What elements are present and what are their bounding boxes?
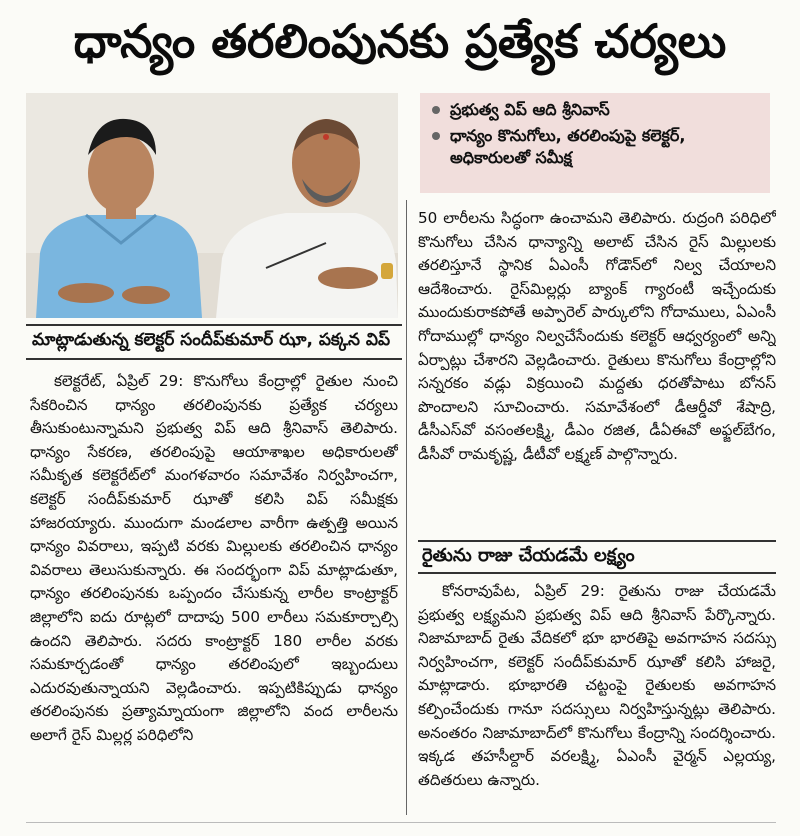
headline: ధాన్యం తరలింపునకు ప్రత్యేక చర్యలు — [73, 14, 727, 68]
sub-article-title: రైతును రాజు చేయడమే లక్ష్యం — [418, 540, 776, 574]
highlights-box — [420, 93, 770, 193]
highlight-item: ప్రభుత్వ విప్ ఆది శ్రీనివాస్ — [428, 99, 762, 121]
article-column-left — [30, 370, 398, 820]
sub-article-body — [418, 580, 776, 820]
news-photo — [26, 93, 398, 318]
sub-article-paragraph: కోనరావుపేట, ఏప్రిల్ 29: రైతును రాజు చేయడమే ప్రభుత్వ లక్ష్యమని ప్రభుత్వ విప్ ఆది శ్రీనివాస్ పేర్కొన్నారు. నిజామాబాద్ రైతు వేదికలో భూ భారతిపై అవగాహన సదస్సు నిర్వహించగా, కలెక్టర్ సందీప్‌కుమార్ ఝాతో కలిసి హాజరై, మాట్లాడారు. భూభారతి చట్టంపై రైతులకు అవగాహన కల్పించేందుకు గానూ సదస్సులు నిర్వహిస్తున్నట్లు తెలిపారు. అనంతరం నిజామాబాద్‌లో కొనుగోలు కేంద్రాన్ని సందర్శించారు. ఇక్కడ తహసీల్దార్ వరలక్ష్మి, ఏఎంసీ వైర్మన్ ఎల్లయ్య, తదితరులు ఉన్నారు. — [418, 582, 776, 789]
article-paragraph: 50 లారీలను సిద్ధంగా ఉంచామని తెలిపారు. రుద్రంగి పరిధిలో కొనుగోలు చేసిన ధాన్యాన్ని అలాట్ చేసిన రైస్ మిల్లులకు తరలిస్తూనే స్థానిక ఏఎంసీ గోడౌన్‌లో నిల్వ చేయాలని ఆదేశించారు. రైస్‌మిల్లర్లు బ్యాంక్ గ్యారంటీ ఇచ్చేందుకు ముందుకురాకపోతే అప్పారెల్ పార్కులోని గోదాములు, ఏఎంసీ గోదాముల్లో ధాన్యం నిల్వచేసేందుకు కలెక్టర్ ఆధ్వర్యంలో అన్ని ఏర్పాట్లు చేశారని వెల్లడించారు. రైతులు కొనుగోలు కేంద్రాల్లోని సన్నరకం వడ్లు విక్రయించి మద్దతు ధరతోపాటు బోనస్ పొందాలని సూచించారు. సమావేశంలో డీఆర్డీవో శేషాద్రి, డీసీఎస్‌వో వసంతలక్ష్మి, డీఎం రజిత, డీఏఈవో అఫ్జల్‌బేగం, డీసీవో రామకృష్ణ, డీటీవో లక్ష్మణ్ పాల్గొన్నారు. — [418, 209, 776, 463]
photo-illustration — [26, 93, 398, 318]
photo-caption: మాట్లాడుతున్న కలెక్టర్ సందీప్‌కుమార్ ఝా, పక్కన విప్ — [26, 324, 402, 360]
bottom-rule — [26, 822, 776, 823]
column-divider — [406, 200, 407, 815]
article-column-right — [418, 207, 776, 537]
highlight-item: ధాన్యం కొనుగోలు, తరలింపుపై కలెక్టర్, అధికారులతో సమీక్ష — [428, 125, 762, 169]
article-paragraph: కలెక్టరేట్, ఏప్రిల్ 29: కొనుగోలు కేంద్రాల్లో రైతుల నుంచి సేకరించిన ధాన్యం తరలింపునకు ప్రత్యేక చర్యలు తీసుకుంటున్నామని ప్రభుత్వ విప్ ఆది శ్రీనివాస్ తెలిపారు. ధాన్యం సేకరణ, తరలింపుపై ఆయాశాఖల అధికారులతో సమీకృత కలెక్టరేట్‌లో మంగళవారం సమావేశం నిర్వహించగా, కలెక్టర్ సందీప్‌కుమార్ ఝాతో కలిసి విప్ సమీక్షకు హాజరయ్యారు. ముందుగా మండలాల వారీగా ఉత్పత్తి అయిన ధాన్యం వివరాలు, ఇప్పటి వరకు మిల్లులకు తరలించిన ధాన్యం వివరాలు తెలుసుకున్నారు. ఈ సందర్భంగా విప్ మాట్లాడుతూ, ధాన్యం తరలింపునకు ఒప్పందం చేసుకున్న లారీల కాంట్రాక్టర్ జిల్లాలోని ఐదు రూట్లలో దాదాపు 500 లారీలు సమకూర్చాల్సి ఉందని తెలిపారు. సదరు కాంట్రాక్టర్ 180 లారీల వరకు సమకూర్చడంతో ధాన్యం తరలింపులో ఇబ్బందులు ఎదురవుతున్నాయని వెల్లడించారు. ఇప్పటికిప్పుడు ధాన్యం తరలింపునకు ప్రత్యామ్నాయంగా జిల్లాలోని వంద లారీలను అలాగే రైస్ మిల్లర్ల పరిధిలోని — [30, 372, 398, 744]
